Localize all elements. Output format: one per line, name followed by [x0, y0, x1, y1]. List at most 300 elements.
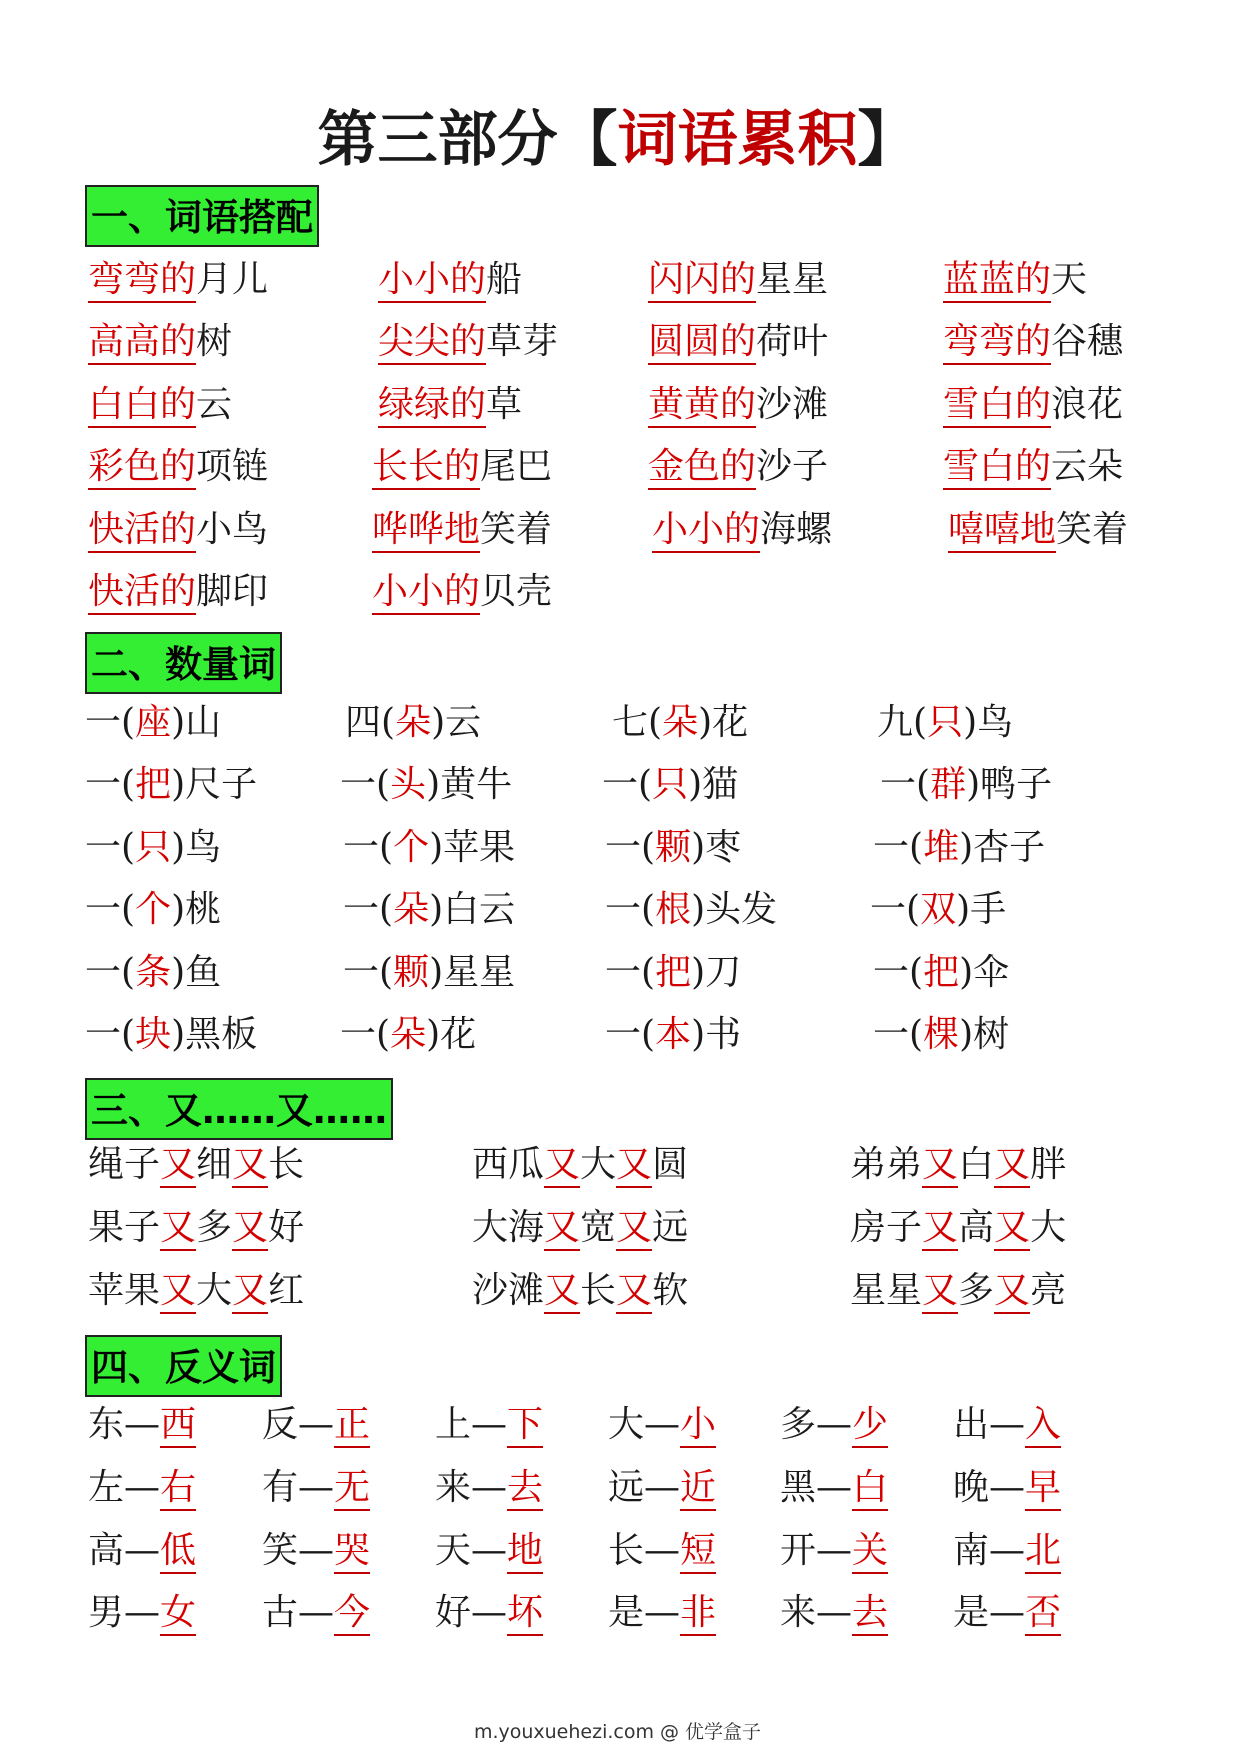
list-item — [870, 885, 1006, 935]
list-item — [648, 442, 828, 492]
number: 一 — [873, 1014, 910, 1055]
paren-open: ( — [909, 1014, 924, 1055]
antonym: 西 — [160, 1404, 196, 1448]
dash: — — [816, 1592, 853, 1633]
number: 七 — [612, 702, 649, 743]
list-item — [435, 1463, 543, 1513]
noun: 云朵 — [1051, 446, 1124, 487]
list-item — [88, 317, 232, 367]
paren-open: ( — [909, 827, 924, 868]
noun: 书 — [705, 1014, 742, 1055]
list-item — [953, 1463, 1061, 1513]
paren-close: ) — [691, 827, 706, 868]
noun: 树 — [973, 1014, 1010, 1055]
noun: 月儿 — [196, 259, 269, 300]
adjective-1: 白 — [958, 1144, 995, 1185]
list-item — [780, 1463, 888, 1513]
list-item — [472, 1203, 688, 1253]
noun: 枣 — [705, 827, 742, 868]
measure-word: 双 — [920, 889, 957, 930]
paren-close: ) — [171, 764, 186, 805]
noun: 贝壳 — [480, 571, 553, 612]
word: 来 — [780, 1592, 817, 1633]
antonym: 否 — [1025, 1592, 1061, 1636]
list-item — [943, 380, 1123, 430]
word: 是 — [608, 1592, 645, 1633]
subject: 苹果 — [88, 1270, 161, 1311]
noun: 草 — [486, 384, 523, 425]
noun: 小鸟 — [196, 509, 269, 550]
paren-open: ( — [909, 952, 924, 993]
list-item — [372, 505, 552, 555]
adjective-1: 大 — [196, 1270, 233, 1311]
adjective-1: 长 — [580, 1270, 617, 1311]
you-word: 又 — [160, 1270, 196, 1314]
subject: 西瓜 — [472, 1144, 545, 1185]
you-word: 又 — [616, 1207, 652, 1251]
adjective-2: 长 — [268, 1144, 305, 1185]
paren-close: ) — [959, 827, 974, 868]
adjective: 尖尖的 — [378, 321, 486, 365]
number: 一 — [602, 764, 639, 805]
list-item — [877, 698, 1013, 748]
antonym: 坏 — [507, 1592, 543, 1636]
list-item — [343, 948, 515, 998]
measure-word: 朵 — [393, 889, 430, 930]
word: 古 — [262, 1592, 299, 1633]
noun: 黑板 — [185, 1014, 258, 1055]
list-item — [850, 1203, 1066, 1253]
number: 一 — [343, 889, 380, 930]
measure-word: 块 — [135, 1014, 172, 1055]
noun: 花 — [440, 1014, 477, 1055]
measure-word: 朵 — [395, 702, 432, 743]
subject: 大海 — [472, 1207, 545, 1248]
you-word: 又 — [544, 1144, 580, 1188]
adjective-2: 大 — [1030, 1207, 1067, 1248]
paren-close: ) — [171, 827, 186, 868]
antonym: 北 — [1025, 1530, 1061, 1574]
noun: 草芽 — [486, 321, 559, 362]
section-heading-4: 四、反义词 — [85, 1335, 282, 1397]
noun: 尾巴 — [480, 446, 553, 487]
antonym: 右 — [160, 1467, 196, 1511]
antonym: 今 — [334, 1592, 370, 1636]
measure-word: 朵 — [662, 702, 699, 743]
adjective: 圆圆的 — [648, 321, 756, 365]
list-item — [605, 1010, 741, 1060]
number: 一 — [85, 827, 122, 868]
measure-word: 条 — [135, 952, 172, 993]
list-item — [608, 1526, 716, 1576]
paren-open: ( — [376, 764, 391, 805]
adjective: 黄黄的 — [648, 384, 756, 428]
you-word: 又 — [994, 1207, 1030, 1251]
dash: — — [124, 1530, 161, 1571]
word: 开 — [780, 1530, 817, 1571]
table-row — [0, 885, 1235, 935]
adjective: 哗哗地 — [372, 509, 480, 553]
dash: — — [816, 1530, 853, 1571]
adjective: 长长的 — [372, 446, 480, 490]
you-word: 又 — [544, 1270, 580, 1314]
list-item — [602, 760, 738, 810]
noun: 云 — [445, 702, 482, 743]
list-item — [85, 823, 221, 873]
table-row — [0, 1588, 1235, 1638]
title-black: 第三部分【 — [317, 105, 618, 175]
list-item — [605, 885, 777, 935]
noun: 项链 — [196, 446, 269, 487]
number: 一 — [605, 827, 642, 868]
noun: 星星 — [756, 259, 829, 300]
list-item — [943, 255, 1087, 305]
table-row — [0, 1010, 1235, 1060]
antonym: 白 — [852, 1467, 888, 1511]
dash: — — [989, 1404, 1026, 1445]
list-item — [340, 760, 512, 810]
paren-open: ( — [121, 827, 136, 868]
adjective: 闪闪的 — [648, 259, 756, 303]
paren-close: ) — [426, 1014, 441, 1055]
measure-word: 根 — [655, 889, 692, 930]
subject: 沙滩 — [472, 1270, 545, 1311]
list-item — [652, 505, 832, 555]
list-item — [873, 823, 1045, 873]
you-word: 又 — [160, 1207, 196, 1251]
you-word: 又 — [994, 1270, 1030, 1314]
dash: — — [298, 1404, 335, 1445]
paren-open: ( — [121, 764, 136, 805]
number: 一 — [873, 827, 910, 868]
paren-open: ( — [641, 889, 656, 930]
word: 笑 — [262, 1530, 299, 1571]
list-item — [472, 1140, 688, 1190]
paren-close: ) — [688, 764, 703, 805]
antonym: 女 — [160, 1592, 196, 1636]
measure-word: 把 — [135, 764, 172, 805]
paren-close: ) — [959, 1014, 974, 1055]
measure-word: 个 — [135, 889, 172, 930]
dash: — — [471, 1592, 508, 1633]
list-item — [88, 505, 268, 555]
adjective-2: 好 — [268, 1207, 305, 1248]
list-item — [850, 1266, 1066, 1316]
number: 一 — [85, 952, 122, 993]
antonym: 正 — [334, 1404, 370, 1448]
antonym: 哭 — [334, 1530, 370, 1574]
dash: — — [298, 1467, 335, 1508]
table-row — [0, 317, 1235, 367]
paren-open: ( — [121, 952, 136, 993]
list-item — [88, 1526, 196, 1576]
dash: — — [989, 1467, 1026, 1508]
noun: 笑着 — [1056, 509, 1129, 550]
paren-close: ) — [959, 952, 974, 993]
number: 一 — [873, 952, 910, 993]
dash: — — [298, 1592, 335, 1633]
word: 男 — [88, 1592, 125, 1633]
section-heading-1: 一、词语搭配 — [85, 185, 319, 247]
word: 左 — [88, 1467, 125, 1508]
noun: 杏子 — [973, 827, 1046, 868]
adjective: 白白的 — [88, 384, 196, 428]
number: 九 — [877, 702, 914, 743]
number: 一 — [85, 764, 122, 805]
word: 好 — [435, 1592, 472, 1633]
paren-close: ) — [429, 889, 444, 930]
dash: — — [644, 1530, 681, 1571]
subject: 果子 — [88, 1207, 161, 1248]
paren-close: ) — [171, 952, 186, 993]
antonym: 少 — [852, 1404, 888, 1448]
list-item — [85, 1010, 257, 1060]
you-word: 又 — [232, 1144, 268, 1188]
word: 多 — [780, 1404, 817, 1445]
list-item — [953, 1400, 1061, 1450]
paren-open: ( — [379, 889, 394, 930]
number: 一 — [605, 889, 642, 930]
noun: 天 — [1051, 259, 1088, 300]
list-item — [850, 1140, 1066, 1190]
subject: 弟弟 — [850, 1144, 923, 1185]
adjective: 弯弯的 — [943, 321, 1051, 365]
page-title — [0, 92, 1235, 178]
noun: 云 — [196, 384, 233, 425]
table-row — [0, 1463, 1235, 1513]
paren-open: ( — [916, 764, 931, 805]
list-item — [780, 1526, 888, 1576]
noun: 鸭子 — [980, 764, 1053, 805]
noun: 头发 — [705, 889, 778, 930]
list-item — [953, 1526, 1061, 1576]
table-row — [0, 380, 1235, 430]
adjective: 弯弯的 — [88, 259, 196, 303]
antonym: 入 — [1025, 1404, 1061, 1448]
list-item — [873, 1010, 1009, 1060]
list-item — [88, 1400, 196, 1450]
paren-close: ) — [956, 889, 971, 930]
paren-open: ( — [638, 764, 653, 805]
list-item — [262, 1588, 370, 1638]
number: 一 — [343, 827, 380, 868]
noun: 花 — [712, 702, 749, 743]
noun: 笑着 — [480, 509, 553, 550]
list-item — [262, 1526, 370, 1576]
adjective: 快活的 — [88, 509, 196, 553]
word: 上 — [435, 1404, 472, 1445]
list-item — [262, 1400, 370, 1450]
paren-open: ( — [121, 889, 136, 930]
measure-word: 朵 — [390, 1014, 427, 1055]
paren-close: ) — [698, 702, 713, 743]
list-item — [943, 442, 1123, 492]
you-word: 又 — [616, 1270, 652, 1314]
dash: — — [471, 1530, 508, 1571]
measure-word: 堆 — [923, 827, 960, 868]
list-item — [880, 760, 1052, 810]
list-item — [88, 1588, 196, 1638]
list-item — [648, 255, 828, 305]
adjective: 高高的 — [88, 321, 196, 365]
adjective-1: 宽 — [580, 1207, 617, 1248]
list-item — [948, 505, 1128, 555]
adjective: 小小的 — [652, 509, 760, 553]
noun: 白云 — [443, 889, 516, 930]
word: 长 — [608, 1530, 645, 1571]
noun: 伞 — [973, 952, 1010, 993]
list-item — [472, 1266, 688, 1316]
antonym: 短 — [680, 1530, 716, 1574]
adjective-2: 软 — [652, 1270, 689, 1311]
antonym: 小 — [680, 1404, 716, 1448]
adjective: 小小的 — [378, 259, 486, 303]
measure-word: 棵 — [923, 1014, 960, 1055]
list-item — [873, 948, 1009, 998]
word: 大 — [608, 1404, 645, 1445]
paren-close: ) — [691, 889, 706, 930]
word: 是 — [953, 1592, 990, 1633]
adjective: 快活的 — [88, 571, 196, 615]
measure-word: 把 — [923, 952, 960, 993]
adjective-1: 细 — [196, 1144, 233, 1185]
dash: — — [816, 1404, 853, 1445]
list-item — [605, 823, 741, 873]
subject: 房子 — [850, 1207, 923, 1248]
measure-word: 只 — [135, 827, 172, 868]
measure-word: 本 — [655, 1014, 692, 1055]
adjective: 蓝蓝的 — [943, 259, 1051, 303]
adjective: 彩色的 — [88, 446, 196, 490]
title-end: 】 — [857, 105, 918, 175]
footer: m.youxuehezi.com @ 优学盒子 — [473, 1721, 762, 1743]
list-item — [612, 698, 748, 748]
adjective: 小小的 — [372, 571, 480, 615]
paren-open: ( — [913, 702, 928, 743]
adjective-1: 多 — [958, 1270, 995, 1311]
noun: 浪花 — [1051, 384, 1124, 425]
measure-word: 把 — [655, 952, 692, 993]
table-row — [0, 1400, 1235, 1450]
noun: 树 — [196, 321, 233, 362]
paren-close: ) — [429, 952, 444, 993]
list-item — [88, 1266, 304, 1316]
adjective: 雪白的 — [943, 384, 1051, 428]
dash: — — [124, 1592, 161, 1633]
word: 高 — [88, 1530, 125, 1571]
paren-close: ) — [431, 702, 446, 743]
antonym: 去 — [507, 1467, 543, 1511]
adjective-2: 圆 — [652, 1144, 689, 1185]
subject: 星星 — [850, 1270, 923, 1311]
paren-open: ( — [121, 702, 136, 743]
subject: 绳子 — [88, 1144, 161, 1185]
list-item — [435, 1588, 543, 1638]
antonym: 早 — [1025, 1467, 1061, 1511]
measure-word: 个 — [393, 827, 430, 868]
adjective-2: 远 — [652, 1207, 689, 1248]
paren-open: ( — [121, 1014, 136, 1055]
word: 来 — [435, 1467, 472, 1508]
noun: 刀 — [705, 952, 742, 993]
list-item — [648, 380, 828, 430]
list-item — [648, 317, 828, 367]
number: 四 — [345, 702, 382, 743]
noun: 山 — [185, 702, 222, 743]
list-item — [780, 1400, 888, 1450]
paren-open: ( — [376, 1014, 391, 1055]
list-item — [780, 1588, 888, 1638]
word: 远 — [608, 1467, 645, 1508]
measure-word: 颗 — [393, 952, 430, 993]
antonym: 非 — [680, 1592, 716, 1636]
list-item — [343, 823, 515, 873]
adjective-1: 多 — [196, 1207, 233, 1248]
paren-open: ( — [648, 702, 663, 743]
table-row — [0, 1203, 1235, 1253]
paren-open: ( — [906, 889, 921, 930]
list-item — [608, 1588, 716, 1638]
list-item — [605, 948, 741, 998]
noun: 沙子 — [756, 446, 829, 487]
paren-open: ( — [379, 952, 394, 993]
adjective-2: 亮 — [1030, 1270, 1067, 1311]
list-item — [340, 1010, 476, 1060]
paren-close: ) — [966, 764, 981, 805]
adjective-2: 红 — [268, 1270, 305, 1311]
list-item — [372, 442, 552, 492]
noun: 鸟 — [185, 827, 222, 868]
number: 一 — [340, 764, 377, 805]
list-item — [88, 380, 232, 430]
paren-close: ) — [963, 702, 978, 743]
paren-close: ) — [171, 702, 186, 743]
table-row — [0, 823, 1235, 873]
dash: — — [471, 1467, 508, 1508]
number: 一 — [85, 1014, 122, 1055]
measure-word: 只 — [927, 702, 964, 743]
antonym: 关 — [852, 1530, 888, 1574]
noun: 黄牛 — [440, 764, 513, 805]
word: 天 — [435, 1530, 472, 1571]
number: 一 — [870, 889, 907, 930]
dash: — — [124, 1404, 161, 1445]
measure-word: 座 — [135, 702, 172, 743]
list-item — [88, 1463, 196, 1513]
number: 一 — [340, 1014, 377, 1055]
noun: 苹果 — [443, 827, 516, 868]
you-word: 又 — [544, 1207, 580, 1251]
noun: 尺子 — [185, 764, 258, 805]
antonym: 无 — [334, 1467, 370, 1511]
you-word: 又 — [160, 1144, 196, 1188]
antonym: 下 — [507, 1404, 543, 1448]
dash: — — [471, 1404, 508, 1445]
antonym: 低 — [160, 1530, 196, 1574]
adjective: 金色的 — [648, 446, 756, 490]
list-item — [378, 255, 522, 305]
measure-word: 颗 — [655, 827, 692, 868]
list-item — [378, 380, 522, 430]
number: 一 — [85, 702, 122, 743]
list-item — [85, 698, 221, 748]
number: 一 — [343, 952, 380, 993]
word: 有 — [262, 1467, 299, 1508]
list-item — [953, 1588, 1061, 1638]
title-red: 词语累积 — [617, 105, 858, 175]
noun: 荷叶 — [756, 321, 829, 362]
word: 南 — [953, 1530, 990, 1571]
